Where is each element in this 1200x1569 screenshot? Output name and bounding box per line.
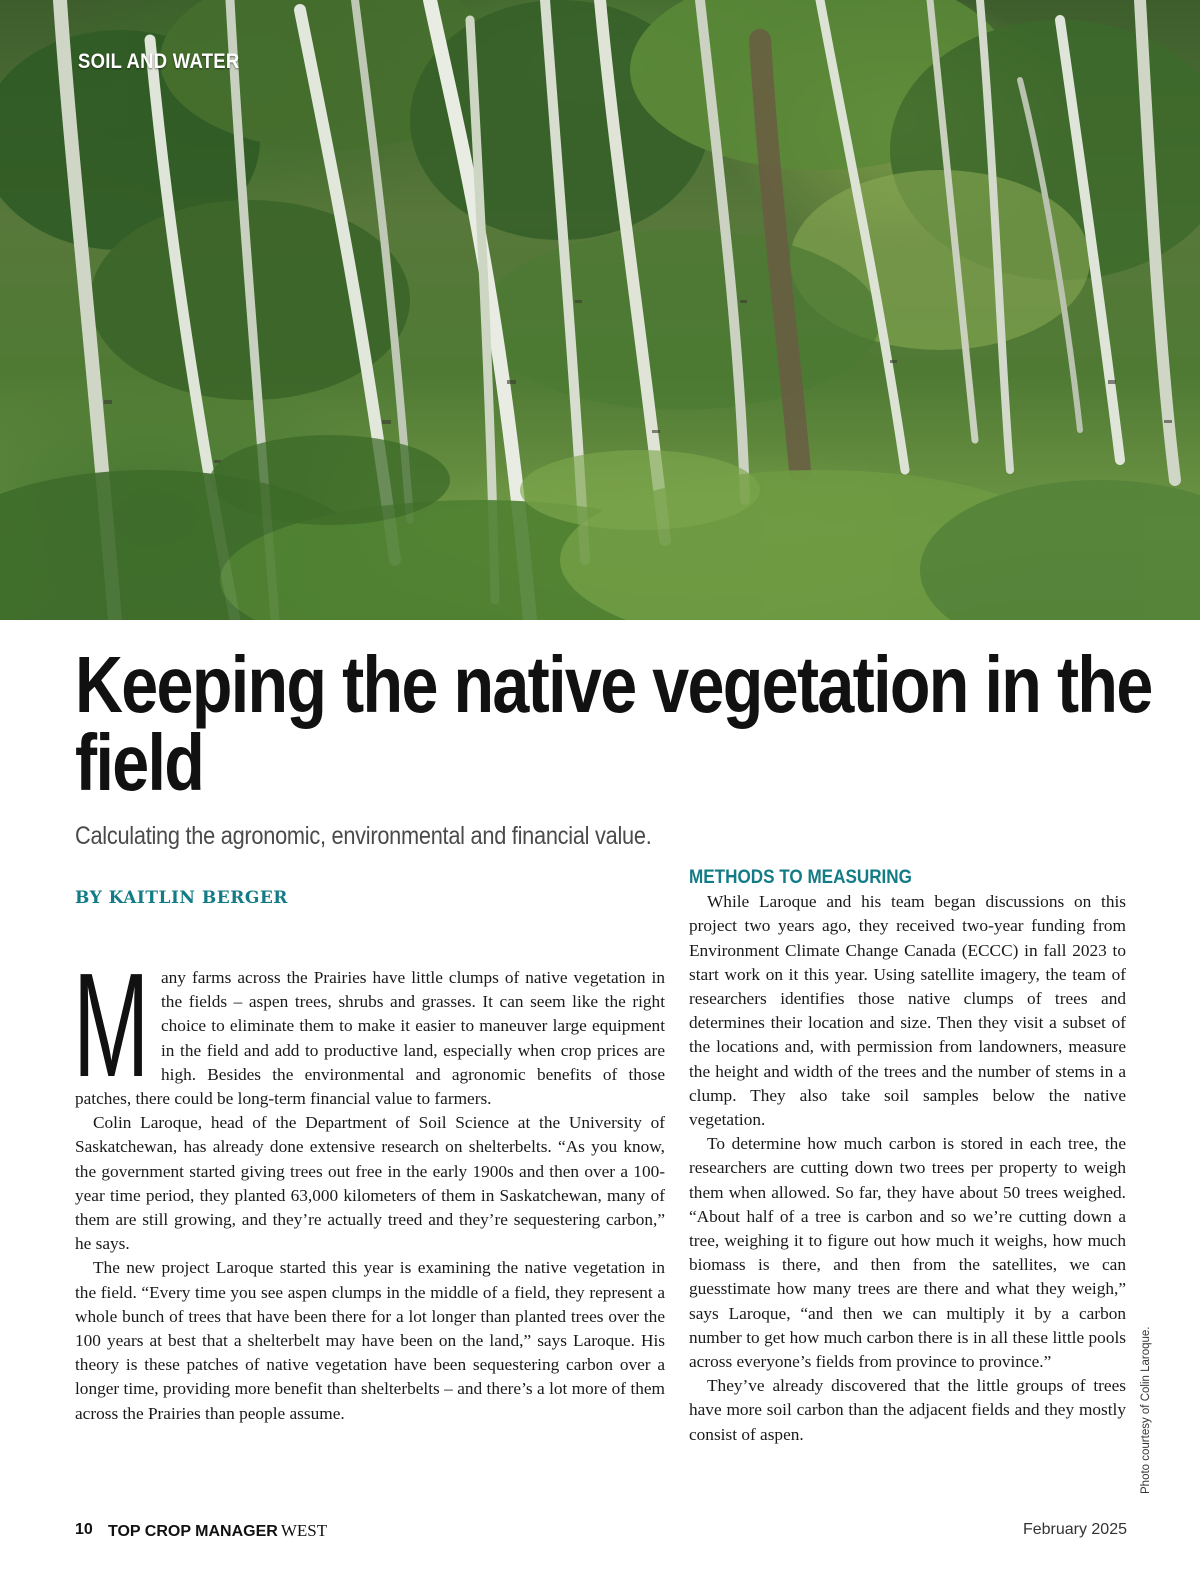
body-paragraph: The new project Laroque started this year is examining the native vegetation in the field. “Every time you see aspen clumps in the middle of a field, they represent a whole bunch of trees that have been there for a lot longer than planted trees over the 100 years at best that a shelterbelt may have been on the land,” says Laroque. His theory is these patches of native vegetation have been sequestering carbon over a longer time, providing more benefit than shelterbelts – and there’s a lot more of them across the Prairies than people assume. — [75, 1258, 665, 1423]
byline: BY KAITLIN BERGER — [75, 888, 288, 908]
hero-photo — [0, 0, 1200, 620]
magazine-edition: WEST — [280, 1521, 328, 1540]
page-number: 10 — [75, 1521, 93, 1538]
body-paragraph: While Laroque and his team began discussions on this project two years ago, they received two-year funding from Environment Climate Change Canada (ECCC) in fall 2023 to start work on it this year. Using satellite imagery, the team of researchers identifies those native clumps of trees and determines their location and size. Then they visit a subset of the locations and, with permission from landowners, measure the height and width of the trees and the number of stems in a clump. They also take soil samples below the native vegetation. — [689, 892, 1126, 1130]
magazine-name: TOP CROP MANAGER — [108, 1523, 278, 1540]
body-column-right — [689, 866, 1126, 1447]
aspen-grove-illustration — [0, 0, 1200, 620]
body-paragraph: They’ve already discovered that the little groups of trees have more soil carbon than the adjacent fields and they mostly consist of aspen. — [689, 1376, 1126, 1444]
article-deck: Calculating the agronomic, environmental and financial value. — [75, 822, 652, 850]
page-footer — [75, 1521, 1127, 1543]
body-column-left — [73, 943, 665, 1426]
body-paragraph: Colin Laroque, head of the Department of Soil Science at the University of Saskatchewan, has already done extensive research on shelterbelts. “As you know, the government started giving trees out free in the early 1900s and then over a 100-year time period, they planted 63,000 kilometers of them in Saskatchewan, many of them are still growing, and they’re actually treed and they’re sequestering carbon,” he says. — [75, 1113, 665, 1254]
photo-credit: Photo courtesy of Colin Laroque. — [1140, 1326, 1152, 1494]
drop-cap: M — [73, 943, 150, 1108]
issue-date: February 2025 — [1022, 1521, 1127, 1538]
section-label: SOIL AND WATER — [78, 50, 240, 73]
magazine-title — [108, 1521, 327, 1541]
section-subhead: METHODS TO MEASURING — [689, 867, 912, 888]
body-paragraph — [73, 943, 665, 1111]
body-paragraph: To determine how much carbon is stored in each tree, the researchers are cutting down two trees per property to weigh them when allowed. So far, they have about 50 trees weighed. “About half of a tree is carbon and so we’re cutting down a tree, weighing it to figure out how much it weighs, how much biomass is there, and then from the satellites, we can guesstimate how many trees are there and what they weigh,” says Laroque, “and then we can multiply it by a carbon number to get how much carbon there is in all these little pools across everyone’s fields from province to province.” — [689, 1134, 1126, 1372]
first-paragraph-text: any farms across the Prairies have little clumps of native vegetation in the fields – aspen trees, shrubs and grasses. It can seem like the right choice to eliminate them to make it easier to maneuver large equipment in the field and add to productive land, especially when crop prices are high. Besides the environmental and agronomic benefits of those patches, there could be long-term financial value to farmers. — [75, 968, 665, 1109]
article-headline: Keeping the native vegetation in the field — [75, 640, 1152, 807]
